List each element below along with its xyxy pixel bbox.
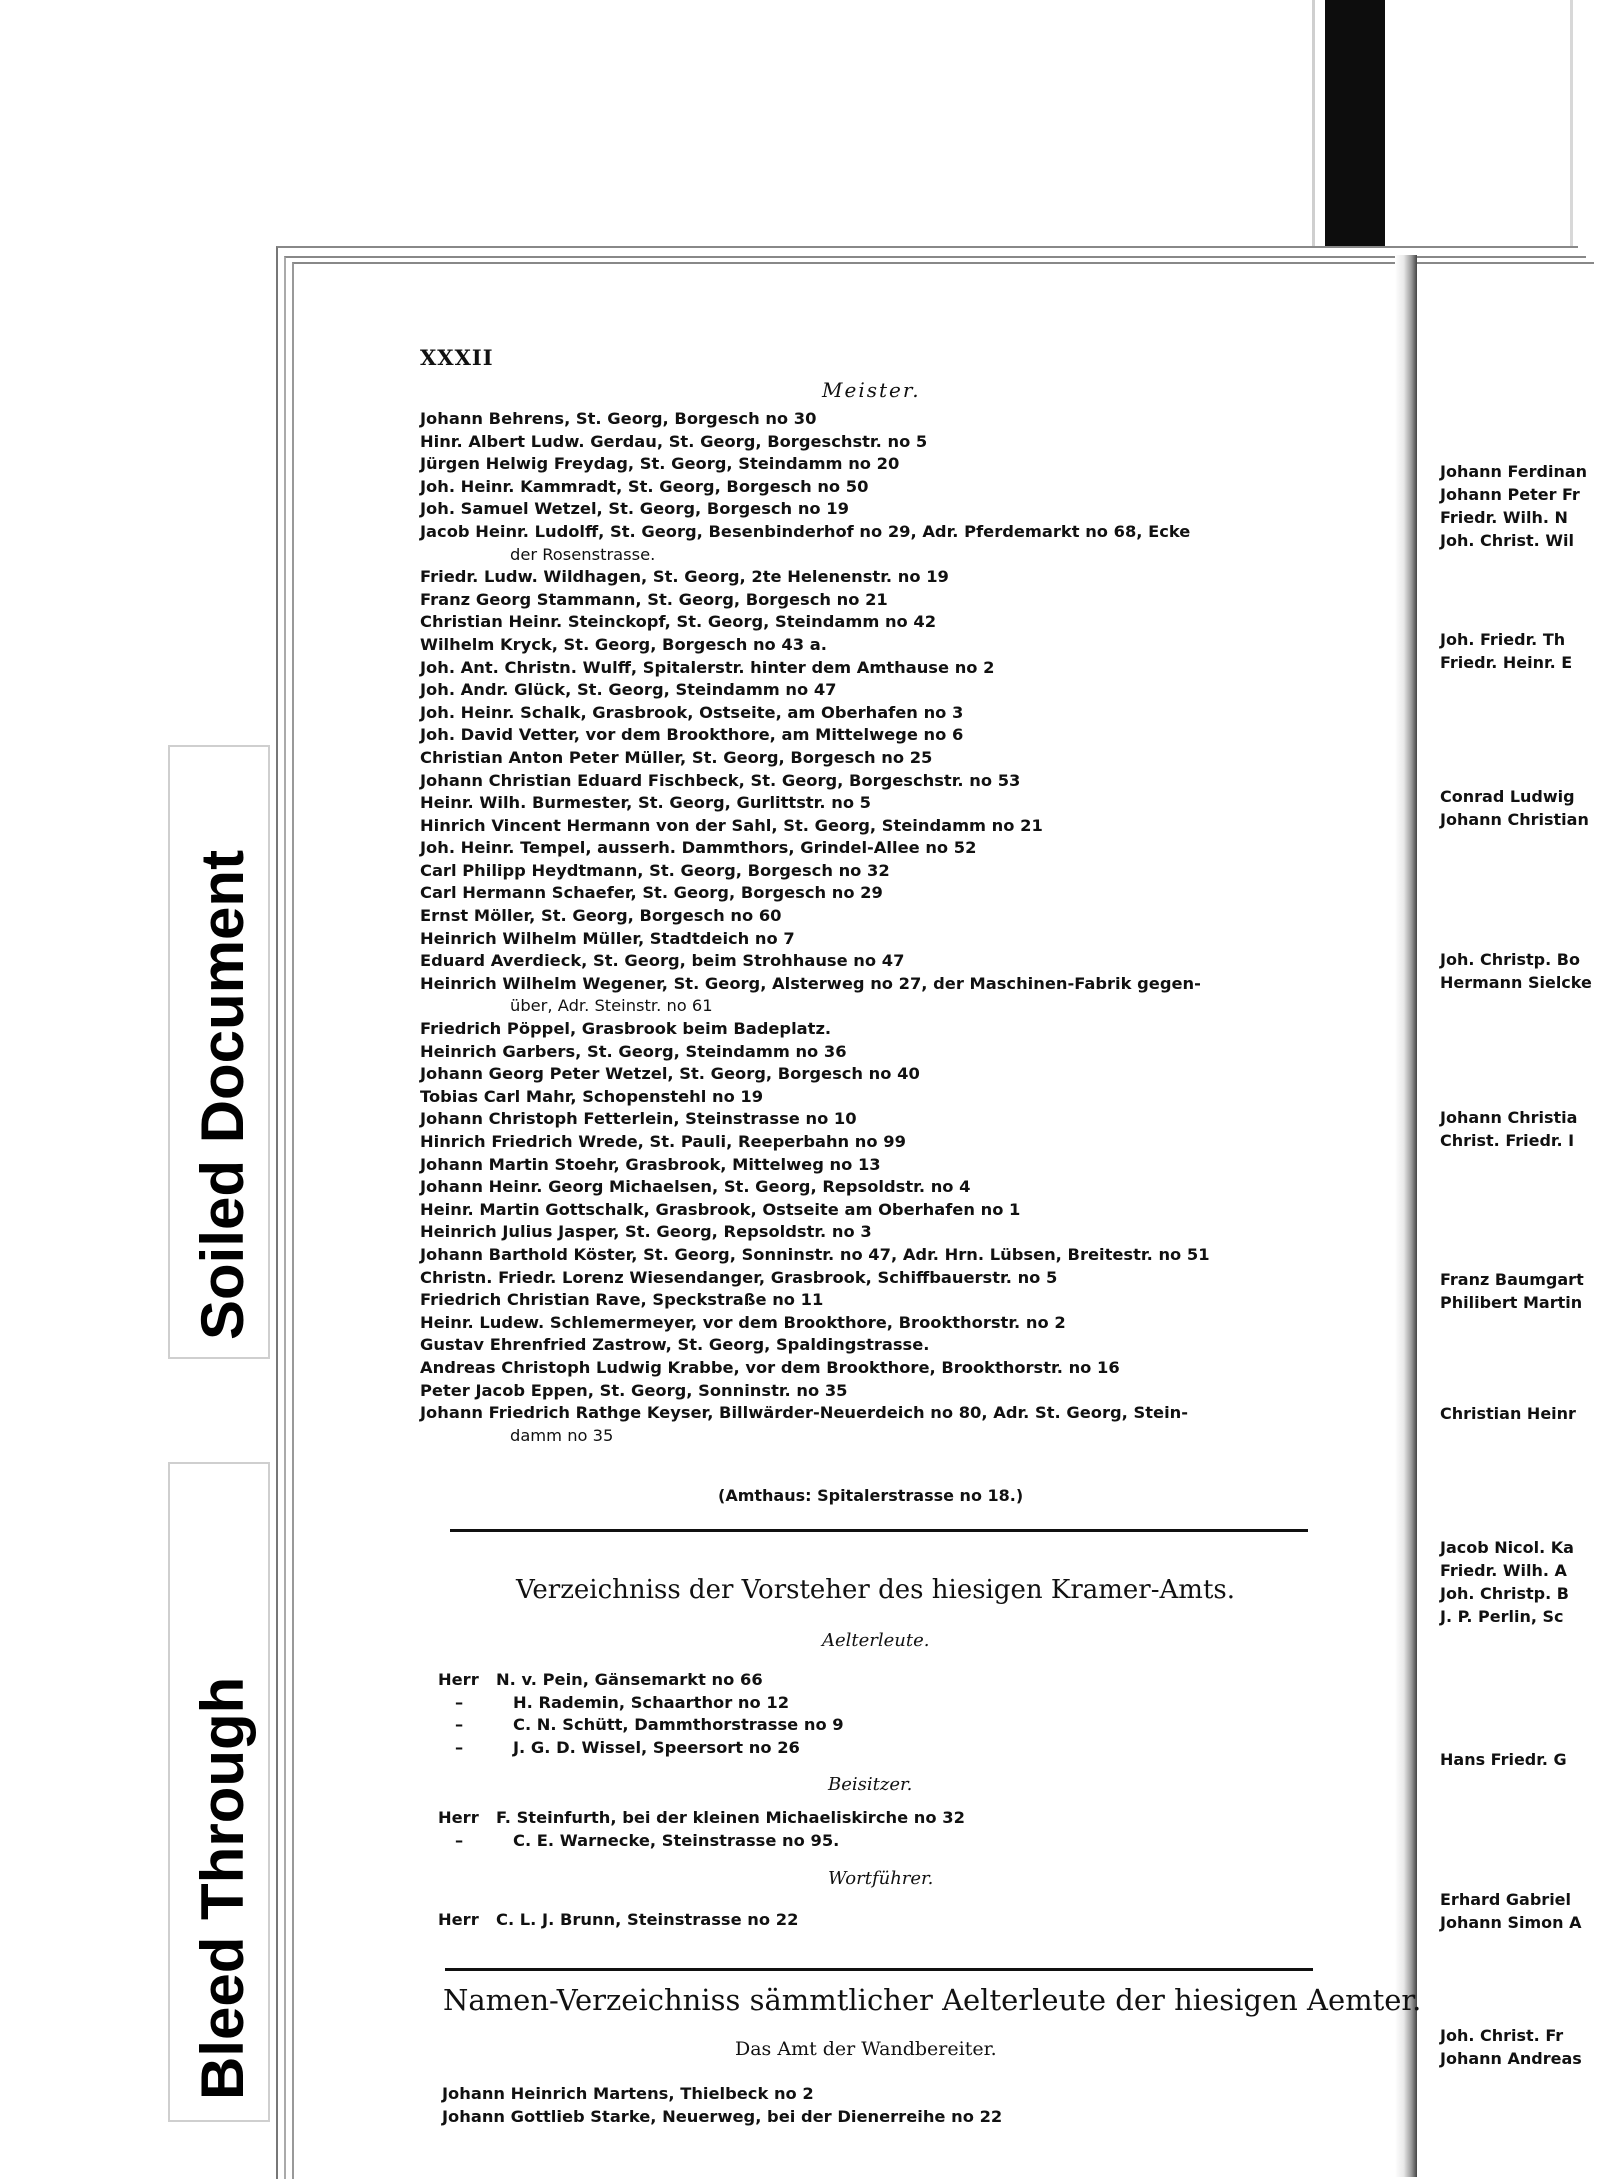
officer-name: C. N. Schütt, Dammthorstrasse no 9 <box>513 1715 844 1734</box>
list-item: Johann Barthold Köster, St. Georg, Sonninstr. no 47, Adr. Hrn. Lübsen, Breitestr. no 51 <box>420 1244 1210 1264</box>
list-item: Hinrich Vincent Hermann von der Sahl, St. Georg, Steindamm no 21 <box>420 815 1043 835</box>
aelterleute-row <box>455 1715 844 1734</box>
list-item: Jürgen Helwig Freydag, St. Georg, Steindamm no 20 <box>420 454 900 474</box>
right-page-line: Philibert Martin <box>1440 1293 1583 1312</box>
right-page-line: Johann Christian <box>1440 810 1589 829</box>
aelterleute-row <box>438 1670 763 1689</box>
list-item: Johann Christoph Fetterlein, Steinstrasse no 10 <box>420 1109 857 1129</box>
right-page-line: Christ. Friedr. I <box>1440 1131 1575 1150</box>
section-heading-meister: Meister. <box>822 378 921 402</box>
list-item: Hinrich Friedrich Wrede, St. Pauli, Reeperbahn no 99 <box>420 1132 906 1151</box>
right-page-line: Jacob Nicol. Ka <box>1440 1538 1574 1557</box>
list-item: Johann Friedrich Rathge Keyser, Billwärder-Neuerdeich no 80, Adr. St. Georg, Stein- <box>420 1403 1188 1423</box>
list-item: Heinrich Wilhelm Wegener, St. Georg, Alsterweg no 27, der Maschinen-Fabrik gegen- <box>420 973 1201 993</box>
list-item: Johann Behrens, St. Georg, Borgesch no 30 <box>420 409 817 428</box>
list-item: Joh. Heinr. Schalk, Grasbrook, Ostseite, am Oberhafen no 3 <box>420 702 964 722</box>
honorific: – <box>455 1830 464 1850</box>
page-number: XXXII <box>420 345 494 370</box>
right-page-line: Johann Andreas <box>1440 2049 1582 2068</box>
section-divider <box>445 1968 1313 1971</box>
officer-name: J. G. D. Wissel, Speersort no 26 <box>513 1737 800 1757</box>
list-item: Ernst Möller, St. Georg, Borgesch no 60 <box>420 906 782 926</box>
right-page-line: Johann Ferdinan <box>1440 462 1588 481</box>
list-item: Joh. Heinr. Kammradt, St. Georg, Borgesch no 50 <box>420 476 869 496</box>
right-page-line: Joh. Friedr. Th <box>1440 630 1566 649</box>
honorific: Herr <box>438 1808 479 1827</box>
wortfuehrer-row <box>438 1910 798 1929</box>
list-item: Peter Jacob Eppen, St. Georg, Sonninstr. no 35 <box>420 1380 848 1400</box>
list-item: Johann Heinr. Georg Michaelsen, St. Georg, Repsoldstr. no 4 <box>420 1177 971 1197</box>
list-item: Christian Anton Peter Müller, St. Georg, Borgesch no 25 <box>420 747 933 767</box>
officer-name: F. Steinfurth, bei der kleinen Michaeliskirche no 32 <box>496 1808 965 1827</box>
aelterleute-row <box>455 1738 800 1757</box>
right-page-line: Johann Simon A <box>1440 1913 1582 1932</box>
beisitzer-row <box>438 1808 965 1827</box>
right-page-line: Hermann Sielcke <box>1440 973 1592 992</box>
list-item: Hinr. Albert Ludw. Gerdau, St. Georg, Borgeschstr. no 5 <box>420 431 928 451</box>
list-item: Heinr. Martin Gottschalk, Grasbrook, Ostseite am Oberhafen no 1 <box>420 1199 1021 1219</box>
list-item: Joh. Samuel Wetzel, St. Georg, Borgesch no 19 <box>420 499 849 519</box>
book-gutter <box>1395 255 1417 2177</box>
right-page-line: Friedr. Wilh. A <box>1440 1561 1567 1580</box>
sticker-label-soiled: Soiled Document <box>189 849 256 1340</box>
list-item: Johann Georg Peter Wetzel, St. Georg, Borgesch no 40 <box>420 1064 920 1084</box>
sticker-label-bleed: Bleed Through <box>189 1676 256 2100</box>
right-page-line: Joh. Christ. Wil <box>1440 531 1574 550</box>
list-item: Wilhelm Kryck, St. Georg, Borgesch no 43 a. <box>420 634 827 654</box>
right-page-line: Joh. Christp. Bo <box>1440 950 1580 969</box>
honorific: – <box>455 1692 464 1712</box>
aelterleute-row <box>455 1693 789 1712</box>
list-item: Franz Georg Stammann, St. Georg, Borgesch no 21 <box>420 589 888 609</box>
list-item: Christian Heinr. Steinckopf, St. Georg, Steindamm no 42 <box>420 612 937 632</box>
list-item: Johann Christian Eduard Fischbeck, St. Georg, Borgeschstr. no 53 <box>420 770 1021 790</box>
list-item-continuation: der Rosenstrasse. <box>510 544 656 564</box>
list-item: Andreas Christoph Ludwig Krabbe, vor dem Brookthore, Brookthorstr. no 16 <box>420 1357 1120 1377</box>
list-item: Heinr. Wilh. Burmester, St. Georg, Gurlittstr. no 5 <box>420 793 872 813</box>
honorific: Herr <box>438 1910 479 1929</box>
list-item: Johann Gottlieb Starke, Neuerweg, bei der Dienerreihe no 22 <box>442 2107 1003 2126</box>
list-item: Friedrich Pöppel, Grasbrook beim Badeplatz. <box>420 1019 832 1039</box>
list-item: Heinrich Wilhelm Müller, Stadtdeich no 7 <box>420 928 795 948</box>
honorific: – <box>455 1715 464 1734</box>
list-item: Eduard Averdieck, St. Georg, beim Strohhause no 47 <box>420 951 905 971</box>
list-item: Carl Hermann Schaefer, St. Georg, Borgesch no 29 <box>420 883 883 903</box>
list-item: Joh. David Vetter, vor dem Brookthore, am Mittelwege no 6 <box>420 725 964 745</box>
list-item: Johann Heinrich Martens, Thielbeck no 2 <box>442 2084 814 2103</box>
list-item: Christn. Friedr. Lorenz Wiesendanger, Grasbrook, Schiffbauerstr. no 5 <box>420 1267 1058 1287</box>
amthaus-note: (Amthaus: Spitalerstrasse no 18.) <box>718 1486 1024 1505</box>
list-item: Heinr. Ludew. Schlemermeyer, vor dem Brookthore, Brookthorstr. no 2 <box>420 1312 1066 1332</box>
list-item: Friedr. Ludw. Wildhagen, St. Georg, 2te Helenenstr. no 19 <box>420 567 949 587</box>
right-page-line: Johann Peter Fr <box>1440 485 1580 504</box>
list-item: Carl Philipp Heydtmann, St. Georg, Borgesch no 32 <box>420 860 890 880</box>
honorific: – <box>455 1737 464 1757</box>
vorsteher-title: Verzeichniss der Vorsteher des hiesigen Kramer-Amts. <box>516 1575 1235 1605</box>
list-item: Friedrich Christian Rave, Speckstraße no 11 <box>420 1290 824 1310</box>
right-page-line: Friedr. Wilh. N <box>1440 508 1568 527</box>
list-item: Gustav Ehrenfried Zastrow, St. Georg, Spaldingstrasse. <box>420 1335 930 1355</box>
section-divider <box>450 1529 1308 1532</box>
list-item: Joh. Ant. Christn. Wulff, Spitalerstr. hinter dem Amthause no 2 <box>420 657 995 677</box>
list-item: Tobias Carl Mahr, Schopenstehl no 19 <box>420 1086 764 1106</box>
right-page-line: Erhard Gabriel <box>1440 1890 1572 1909</box>
right-page-line: Christian Heinr <box>1440 1404 1576 1423</box>
page-edge-line-right <box>1570 0 1573 250</box>
namen-title: Namen-Verzeichniss sämmtlicher Aelterleute der hiesigen Aemter. <box>443 1983 1422 2017</box>
meister-list <box>420 408 1340 1447</box>
right-page-line: Johann Christia <box>1440 1108 1578 1127</box>
right-page-line: Hans Friedr. G <box>1440 1750 1567 1769</box>
aelterleute-heading: Aelterleute. <box>822 1630 930 1651</box>
list-item: Joh. Andr. Glück, St. Georg, Steindamm no 47 <box>420 680 837 700</box>
honorific: Herr <box>438 1670 479 1689</box>
list-item: Heinrich Garbers, St. Georg, Steindamm no 36 <box>420 1041 847 1061</box>
right-page-line: Joh. Christp. B <box>1440 1584 1569 1603</box>
right-page-line: Franz Baumgart <box>1440 1270 1584 1289</box>
beisitzer-heading: Beisitzer. <box>828 1774 913 1795</box>
namen-subheading: Das Amt der Wandbereiter. <box>735 2038 997 2060</box>
right-page-line: Friedr. Heinr. E <box>1440 653 1573 672</box>
list-item: Jacob Heinr. Ludolff, St. Georg, Besenbinderhof no 29, Adr. Pferdemarkt no 68, Ecke <box>420 521 1191 541</box>
officer-name: C. L. J. Brunn, Steinstrasse no 22 <box>496 1910 799 1929</box>
officer-name: N. v. Pein, Gänsemarkt no 66 <box>496 1670 763 1689</box>
list-item: Heinrich Julius Jasper, St. Georg, Repsoldstr. no 3 <box>420 1222 872 1242</box>
wortfuehrer-heading: Wortführer. <box>828 1868 934 1889</box>
officer-name: C. E. Warnecke, Steinstrasse no 95. <box>513 1830 840 1850</box>
officer-name: H. Rademin, Schaarthor no 12 <box>513 1692 790 1712</box>
list-item: Johann Martin Stoehr, Grasbrook, Mittelweg no 13 <box>420 1154 881 1174</box>
list-item: Joh. Heinr. Tempel, ausserh. Dammthors, Grindel-Allee no 52 <box>420 838 977 858</box>
list-item-continuation: damm no 35 <box>510 1425 614 1445</box>
page-edge-line <box>1312 0 1315 255</box>
right-page-line: Joh. Christ. Fr <box>1440 2026 1564 2045</box>
beisitzer-row <box>455 1831 839 1850</box>
right-page-line: J. P. Perlin, Sc <box>1440 1607 1564 1626</box>
right-page-line: Conrad Ludwig <box>1440 787 1575 806</box>
list-item-continuation: über, Adr. Steinstr. no 61 <box>510 996 713 1016</box>
